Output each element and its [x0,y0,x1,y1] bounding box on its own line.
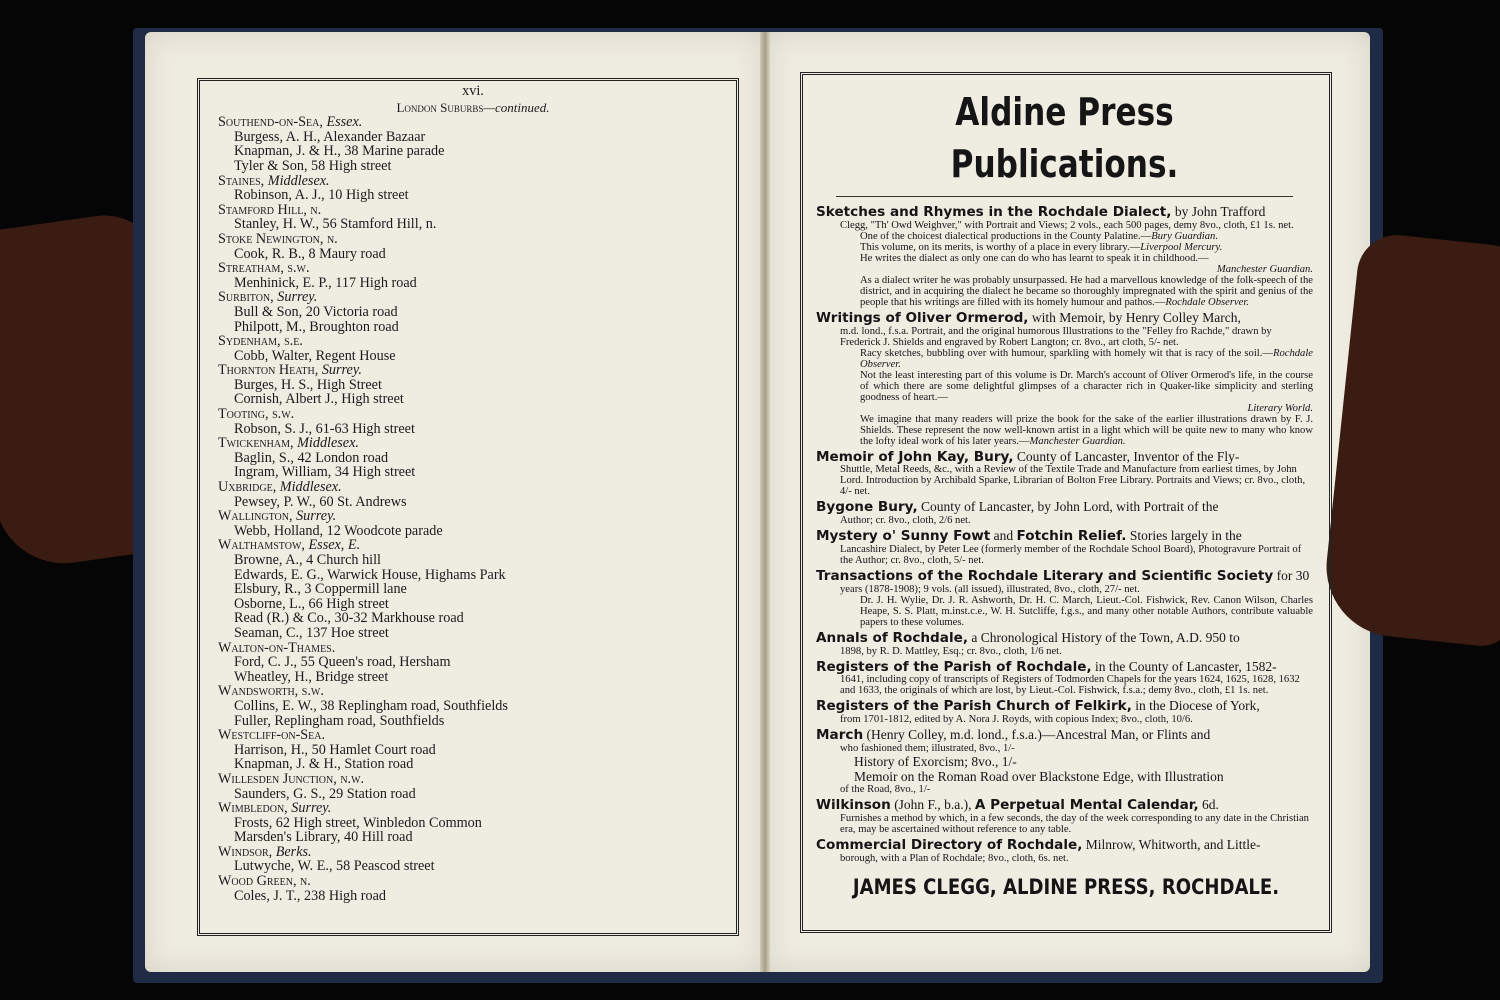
town-name: Staines, [218,172,265,189]
town-name: Walton-on-Thames. [218,639,336,656]
publication-byline: (John F., b.a.), [894,796,972,812]
list-item: Knapman, J. & H., Station road [234,756,414,773]
town-heading [218,641,728,656]
review-quote: He writes the dialect as only one can do who has learnt to speak it in childhood.— [860,252,1209,264]
town-heading [218,232,728,247]
town-heading [218,728,728,743]
town-heading [218,363,728,378]
right-page-content [816,86,1313,867]
publication-entry [816,311,1313,447]
publication-details: 1898, by R. D. Mattley, Esq.; cr. 8vo., cloth, 1/6 net. [840,645,1062,657]
list-item: Lutwyche, W. E., 58 Peascod street [234,858,435,875]
publication-entry [816,699,1313,725]
list-item: Wheatley, H., Bridge street [234,668,389,685]
town-heading [218,174,728,189]
publication-entry [816,450,1313,498]
list-item: Ingram, William, 34 High street [234,464,416,481]
town-heading [218,407,728,422]
publication-details: from 1701-1812, edited by A. Nora J. Royds, with copious Index; 8vo., cloth, 10/6. [840,714,1193,726]
publication-title: Registers of the Parish Church of Felkirk, [816,698,1132,715]
town-name: Westcliff-on-Sea. [218,727,326,744]
town-name: Thornton Heath, [218,362,319,379]
list-item: Burges, H. S., High Street [234,376,382,393]
review-source: Manchester Guardian. [1216,263,1313,275]
publication-title: Sketches and Rhymes in the Rochdale Dialect, [816,204,1172,220]
sub-publication: History of Exorcism; 8vo., 1/- [854,753,1017,769]
publication-byline: Stories largely in the [1129,528,1242,544]
list-item: Collins, E. W., 38 Replingham road, Southfields [234,697,508,714]
list-item: Robson, S. J., 61-63 High street [234,420,415,437]
list-item: Coles, J. T., 238 High road [234,887,386,904]
county-name: Surrey. [296,508,337,525]
list-item: Cobb, Walter, Regent House [234,347,396,364]
left-page-content [218,84,728,903]
review-quote: This volume, on its merits, is worthy of a place in every library.—Liverpool Mercury. [860,241,1223,253]
publication-title: Bygone Bury, [816,499,918,516]
town-name: Willesden Junction, n.w. [218,770,365,787]
publication-entry [816,838,1313,864]
publication-title: Writings of Oliver Ormerod, [816,309,1029,326]
list-item: Seaman, C., 137 Hoe street [234,624,389,641]
town-name: Wallington, [218,508,293,525]
list-item: Elsbury, R., 3 Coppermill lane [234,581,407,598]
list-item: Pewsey, P. W., 60 St. Andrews [234,493,407,510]
publication-title: Memoir of John Kay, Bury, [816,448,1014,465]
county-name: Surrey. [291,800,332,817]
town-name: Windsor, [218,843,273,860]
section-heading: London Suburbs—continued. [396,99,550,115]
list-item: Frosts, 62 High street, Winbledon Common [234,814,482,831]
publication-byline: by John Trafford [1174,204,1266,219]
town-heading [218,509,728,524]
publication-details: of the Road, 8vo., 1/- [840,783,931,795]
list-item: Webb, Holland, 12 Woodcote parade [234,522,443,539]
list-item: Fuller, Replingham road, Southfields [234,712,445,729]
publication-details: who fashioned them; illustrated, 8vo., 1/- [840,742,1015,754]
publication-entry [816,205,1313,308]
publisher-footer: JAMES CLEGG, ALDINE PRESS, ROCHDALE. [852,875,1280,899]
town-heading [218,801,728,816]
list-item: Osborne, L., 66 High street [234,595,389,612]
town-heading [218,436,728,451]
town-heading [218,261,728,276]
sub-publication: Memoir on the Roman Road over Blackstone Edge, with Illustration [854,768,1224,784]
list-item: Tyler & Son, 58 High street [234,157,392,174]
publication-entry [816,569,1313,628]
list-item: Harrison, H., 50 Hamlet Court road [234,741,436,758]
town-heading [218,115,728,130]
list-item: Stanley, H. W., 56 Stamford Hill, n. [234,216,437,233]
town-heading [218,772,728,787]
publication-details: Author; cr. 8vo., cloth, 2/6 net. [840,515,971,527]
publication-entry [816,728,1313,795]
list-item: Marsden's Library, 40 Hill road [234,829,413,846]
publication-byline: in the Diocese of York, [1135,698,1260,714]
list-item: Read (R.) & Co., 30-32 Markhouse road [234,610,464,627]
town-name: Stamford Hill, n. [218,201,322,218]
publication-title: Mystery o' Sunny Fowt [816,528,991,545]
publication-entry [816,529,1313,566]
publication-details: Furnishes a method by which, in a few seconds, the day of the week corresponding to any date in the Christian era, may be ascertained without reference to any table. [840,812,1309,835]
publication-details: borough, with a Plan of Rochdale; 8vo., cloth, 6s. net. [840,852,1069,864]
publication-title: Wilkinson [816,796,891,813]
town-name: Walthamstow, [218,537,305,554]
publication-byline: (Henry Colley, m.d. lond., f.s.a.)—Ancestral Man, or Flints and [866,727,1211,743]
review-quote: One of the choicest dialectical productions in the County Palatine.—Bury Guardian. [860,230,1218,242]
town-name: Wandsworth, s.w. [218,683,324,700]
page-number: xvi. [462,83,484,99]
county-name: Surrey. [277,289,318,306]
town-name: Surbiton, [218,289,274,306]
review-quote: We imagine that many readers will prize the book for the sake of the earlier illustrations drawn by F. J. Shields. These represent the now well-known artist in a light which will be quite new to many who know the lofty ideal work of his later years.—Manchester Guardian. [860,413,1313,447]
review-quote: Not the least interesting part of this volume is Dr. March's account of Oliver Ormerod's life, in the course of which there are some delightful glimpses of a character rich in Quaker-like simplicity and sterling goodness of heart.— [860,369,1313,403]
publication-title: Annals of Rochdale, [816,629,969,646]
publication-byline: for 30 [1276,567,1310,583]
publication-entry [816,500,1313,526]
list-item: Burgess, A. H., Alexander Bazaar [234,128,426,145]
publication-entry [816,660,1313,697]
town-heading [218,290,728,305]
publication-details: Lancashire Dialect, by Peter Lee (formerly member of the Rochdale School Board), Photogravure Portrait of the Author; cr. 8vo., cloth, 5/- net. [840,543,1302,566]
publication-title: Transactions of the Rochdale Literary and Scientific Society [816,567,1274,584]
town-name: Wimbledon, [218,800,288,817]
publication-details: years (1878-1908); 9 vols. (all issued), illustrated, 8vo., cloth, 27/- net. [840,583,1140,595]
list-item: Cornish, Albert J., High street [234,391,404,408]
publications-heading: Aldine Press Publications. [950,90,1179,186]
list-item: Knapman, J. & H., 38 Marine parade [234,143,445,160]
publication-entry [816,798,1313,835]
publication-details: 1641, including copy of transcripts of Registers of Todmorden Chapels for the years 1624, 1625, 1628, 1632 and 1633, the originals of which are lost, by Lieut.-Col. Fishwick, f.s.a.; demy 8vo., cloth, £1 1s. net. [840,674,1300,697]
county-name: Essex. [326,114,363,131]
publication-details: Clegg, "Th' Owd Weighver," with Portrait and Views; 2 vols., each 500 pages, demy 8vo., cloth, £1 1s. net. [840,219,1294,231]
county-name: Middlesex. [279,479,342,496]
town-name: Southend-on-Sea, [218,114,323,131]
publication-byline: Milnrow, Whitworth, and Little- [1085,836,1261,852]
publication-details: Shuttle, Metal Reeds, &c., with a Review of the Textile Trade and Manufacture from earliest times, by John Lord. Introduction by Archibald Sparke, Librarian of Bolton Free Library. Portraits and Views; cr. 8vo., cloth, 4/- net. [840,464,1306,498]
town-heading [218,203,728,218]
publication-title: A Perpetual Mental Calendar, [974,796,1199,813]
town-name: Twickenham, [218,435,294,452]
town-name: Uxbridge, [218,479,277,496]
town-heading [218,845,728,860]
publication-byline: County of Lancaster, Inventor of the Fly- [1016,448,1240,464]
publication-byline: in the County of Lancaster, 1582- [1095,658,1277,674]
town-heading [218,538,728,553]
publication-title: March [816,727,864,744]
town-name: Streatham, s.w. [218,260,310,277]
town-name: Wood Green, n. [218,873,311,890]
publication-title: Commercial Directory of Rochdale, [816,836,1083,853]
publication-byline: a Chronological History of the Town, A.D. 950 to [971,629,1240,645]
publication-byline: with Memoir, by Henry Colley March, [1031,309,1241,325]
heading-rule [836,196,1293,197]
county-name: Middlesex. [267,172,330,189]
town-list [218,115,728,903]
town-heading [218,334,728,349]
town-heading [218,480,728,495]
book-gutter [760,32,770,972]
county-name: Berks. [275,843,312,860]
list-item: Cook, R. B., 8 Maury road [234,245,386,262]
contributors-note: Dr. J. H. Wylie, Dr. J. R. Ashworth, Dr. H. C. March, Lieut.-Col. Fishwick, Rev. Canon Wilson, Charles Heape, S. S. Platt, m.inst.c.e., W. H. Sutcliffe, f.g.s., and many other notable Authors, contribute valuable papers to these volumes. [860,594,1313,628]
town-name: Sydenham, s.e. [218,333,303,350]
town-name: Stoke Newington, n. [218,230,338,247]
list-item: Ford, C. J., 55 Queen's road, Hersham [234,654,451,671]
review-quote: As a dialect writer he was probably unsurpassed. He had a marvellous knowledge of the folk-speech of the district, and in acquiring the dialect he became so thoroughly impregnated with the spirit and genius of the people that his writings are filled with its homely humour and pathos.—Rochdale Observer. [860,274,1313,308]
county-name: Essex, E. [308,537,361,554]
list-item: Robinson, A. J., 10 High street [234,187,409,204]
review-source: Literary World. [1247,402,1313,414]
review-quote: Racy sketches, bubbling over with humour, sparkling with homely wit that is racy of the soil.—Rochdale Observer. [860,347,1313,370]
list-item: Browne, A., 4 Church hill [234,552,381,568]
list-item: Edwards, E. G., Warwick House, Highams Park [234,566,506,583]
title-joiner: and [993,528,1014,544]
town-heading [218,684,728,699]
town-heading [218,874,728,889]
list-item: Bull & Son, 20 Victoria road [234,303,398,320]
list-item: Baglin, S., 42 London road [234,449,389,466]
publication-price: 6d. [1202,796,1219,812]
list-item: Philpott, M., Broughton road [234,318,399,335]
publication-entry [816,631,1313,657]
town-name: Tooting, s.w. [218,406,295,423]
publication-byline: County of Lancaster, by John Lord, with Portrait of the [921,499,1219,515]
list-item: Saunders, G. S., 29 Station road [234,785,416,802]
publication-title: Registers of the Parish of Rochdale, [816,658,1092,675]
county-name: Middlesex. [297,435,359,452]
publication-details: m.d. lond., f.s.a. Portrait, and the original humorous Illustrations to the "Felley fro Rachde," drawn by Frederick J. Shields and engraved by Robert Langton; cr. 8vo., art cloth, 5/- net. [840,325,1272,348]
list-item: Menhinick, E. P., 117 High road [234,274,417,291]
county-name: Surrey. [321,362,362,379]
publication-title: Fotchin Relief. [1016,528,1127,545]
